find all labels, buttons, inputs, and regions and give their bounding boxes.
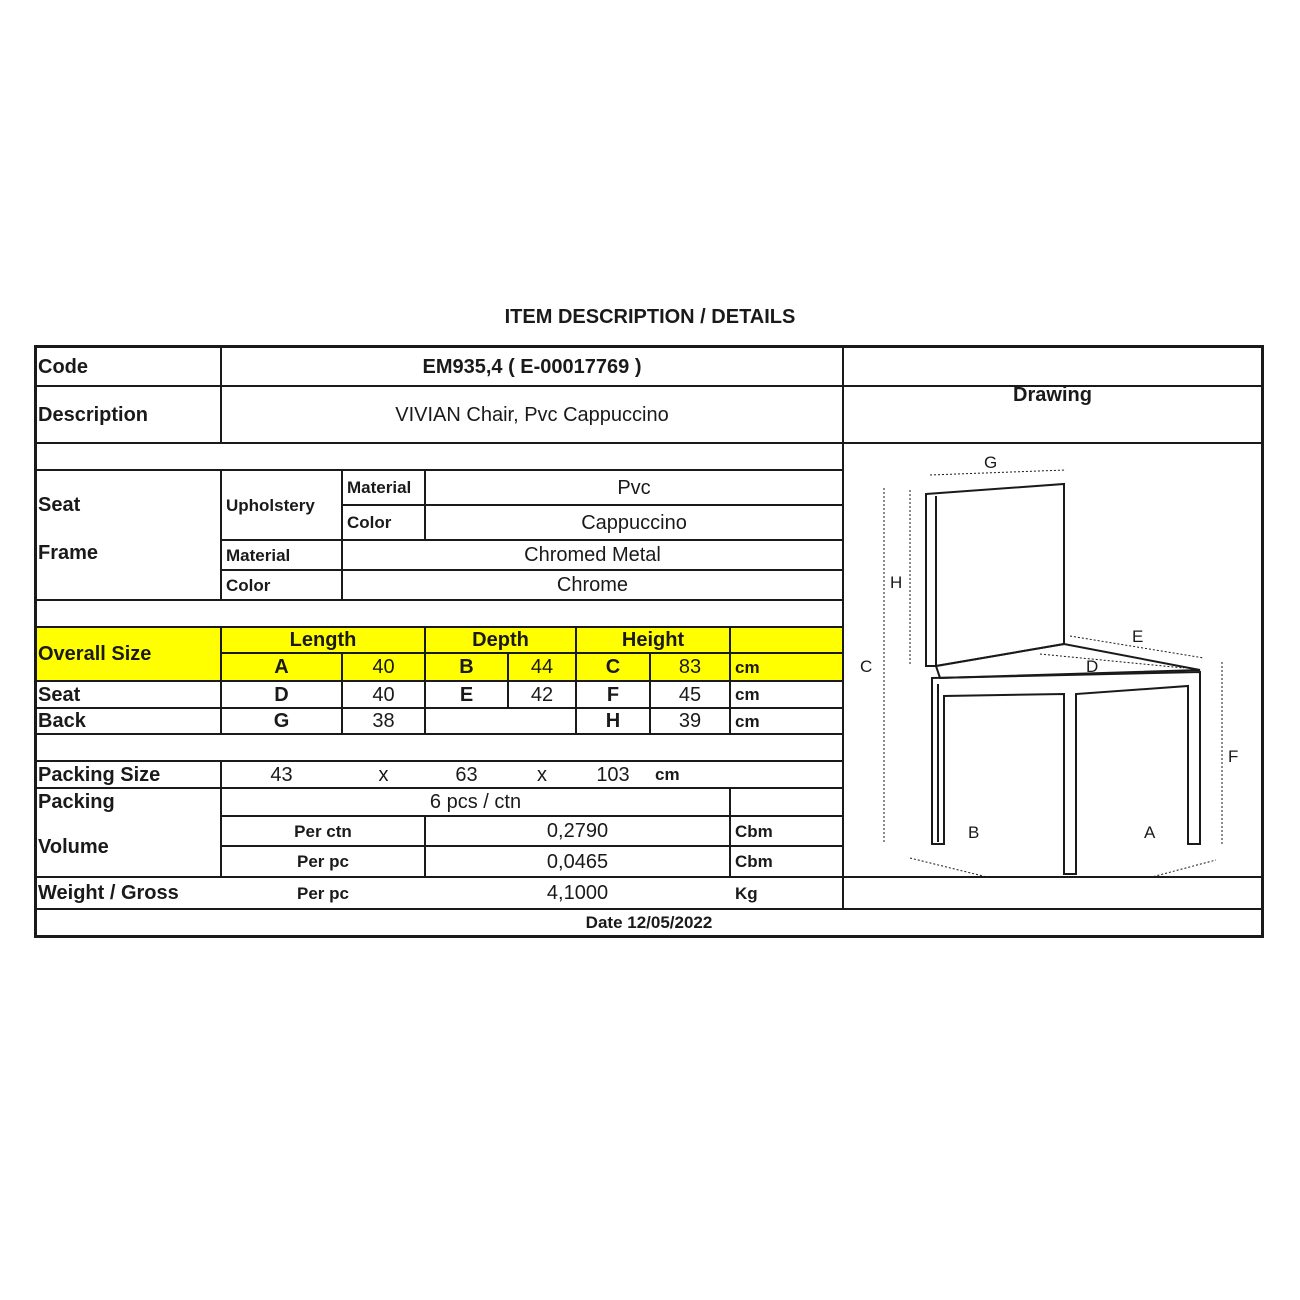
back-height-value: 39	[678, 710, 702, 732]
back-length-value: 38	[372, 710, 395, 732]
overall-length-letter: A	[274, 656, 289, 678]
packing-size-height: 103	[596, 763, 630, 786]
volume-per-ctn-unit: Cbm	[735, 821, 773, 841]
packing-label: Packing	[38, 791, 115, 813]
weight-per-pc-label: Per pc	[297, 883, 349, 903]
date-label: Date 12/05/2022	[585, 913, 713, 932]
depth-header: Depth	[472, 629, 529, 651]
volume-per-ctn-value: 0,2790	[546, 820, 609, 842]
volume-per-pc-label: Per pc	[297, 852, 349, 871]
code-label: Code	[38, 356, 88, 378]
packing-size-sep2: x	[537, 763, 547, 786]
drawing-letter-h: H	[890, 573, 903, 592]
chair-drawing	[844, 444, 1262, 876]
overall-unit: cm	[735, 657, 760, 677]
overall-height-letter: C	[605, 656, 621, 678]
drawing-letter-c: C	[860, 657, 873, 676]
overall-height-value: 83	[678, 656, 702, 678]
item-details-sheet	[34, 345, 1264, 938]
volume-per-pc-value: 0,0465	[546, 850, 609, 873]
description-label: Description	[38, 404, 149, 426]
back-length-letter: G	[273, 710, 290, 732]
length-header: Length	[289, 629, 357, 651]
frame-color-value: Chrome	[556, 574, 629, 596]
weight-unit: Kg	[735, 883, 758, 903]
drawing-letter-b: B	[968, 823, 980, 842]
seat-color-value: Cappuccino	[581, 511, 687, 534]
page-title: ITEM DESCRIPTION / DETAILS	[504, 306, 796, 328]
volume-per-pc-unit: Cbm	[735, 852, 773, 871]
chair-frame	[932, 672, 1200, 874]
overall-depth-letter: B	[459, 656, 474, 678]
back-size-label: Back	[38, 710, 86, 732]
frame-material-label: Material	[226, 545, 291, 565]
overall-size-label: Overall Size	[38, 643, 152, 665]
seat-size-label: Seat	[38, 683, 81, 706]
drawing-label: Drawing	[1013, 384, 1092, 406]
back-height-letter: H	[605, 710, 621, 732]
seat-depth-letter: E	[459, 683, 474, 706]
weight-label: Weight / Gross	[38, 882, 179, 904]
packing-size-depth: 63	[455, 763, 478, 786]
frame-material-value: Chromed Metal	[524, 544, 661, 566]
seat-unit: cm	[735, 685, 760, 704]
frame-color-label: Color	[226, 575, 271, 595]
dimension-line-g	[930, 470, 1066, 475]
seat-length-value: 40	[372, 683, 395, 706]
drawing-letter-f: F	[1228, 747, 1239, 766]
drawing-letter-g: G	[984, 453, 998, 472]
frame-label: Frame	[38, 543, 99, 564]
drawing-letter-e: E	[1132, 627, 1144, 646]
dimension-line-a	[1080, 860, 1216, 876]
packing-size-label: Packing Size	[38, 763, 161, 786]
seat-label: Seat	[38, 494, 81, 516]
seat-height-letter: F	[606, 683, 620, 706]
volume-label: Volume	[38, 835, 109, 858]
description-value: VIVIAN Chair, Pvc Cappuccino	[395, 404, 669, 426]
packing-size-sep1: x	[378, 763, 389, 786]
overall-length-value: 40	[372, 656, 395, 678]
upholstery-label: Upholstery	[226, 495, 315, 515]
back-unit: cm	[735, 711, 760, 731]
overall-depth-value: 44	[530, 656, 554, 678]
weight-value: 4,1000	[546, 882, 609, 904]
height-header: Height	[621, 629, 685, 651]
seat-color-label: Color	[347, 513, 392, 532]
chair-backrest	[926, 484, 1064, 666]
seat-material-label: Material	[347, 478, 412, 497]
drawing-letter-d: D	[1086, 657, 1099, 676]
code-value: EM935,4 ( E-00017769 )	[422, 356, 642, 378]
seat-length-letter: D	[274, 683, 289, 706]
volume-per-ctn-label: Per ctn	[294, 821, 352, 841]
seat-depth-value: 42	[530, 683, 554, 706]
packing-value: 6 pcs / ctn	[429, 791, 522, 813]
dimension-line-b	[910, 858, 1064, 876]
dimension-line-d	[1040, 654, 1184, 668]
drawing-letter-a: A	[1144, 823, 1156, 842]
packing-size-length: 43	[270, 763, 293, 786]
seat-material-value: Pvc	[617, 476, 651, 499]
seat-height-value: 45	[678, 683, 702, 706]
packing-size-unit: cm	[655, 765, 680, 784]
